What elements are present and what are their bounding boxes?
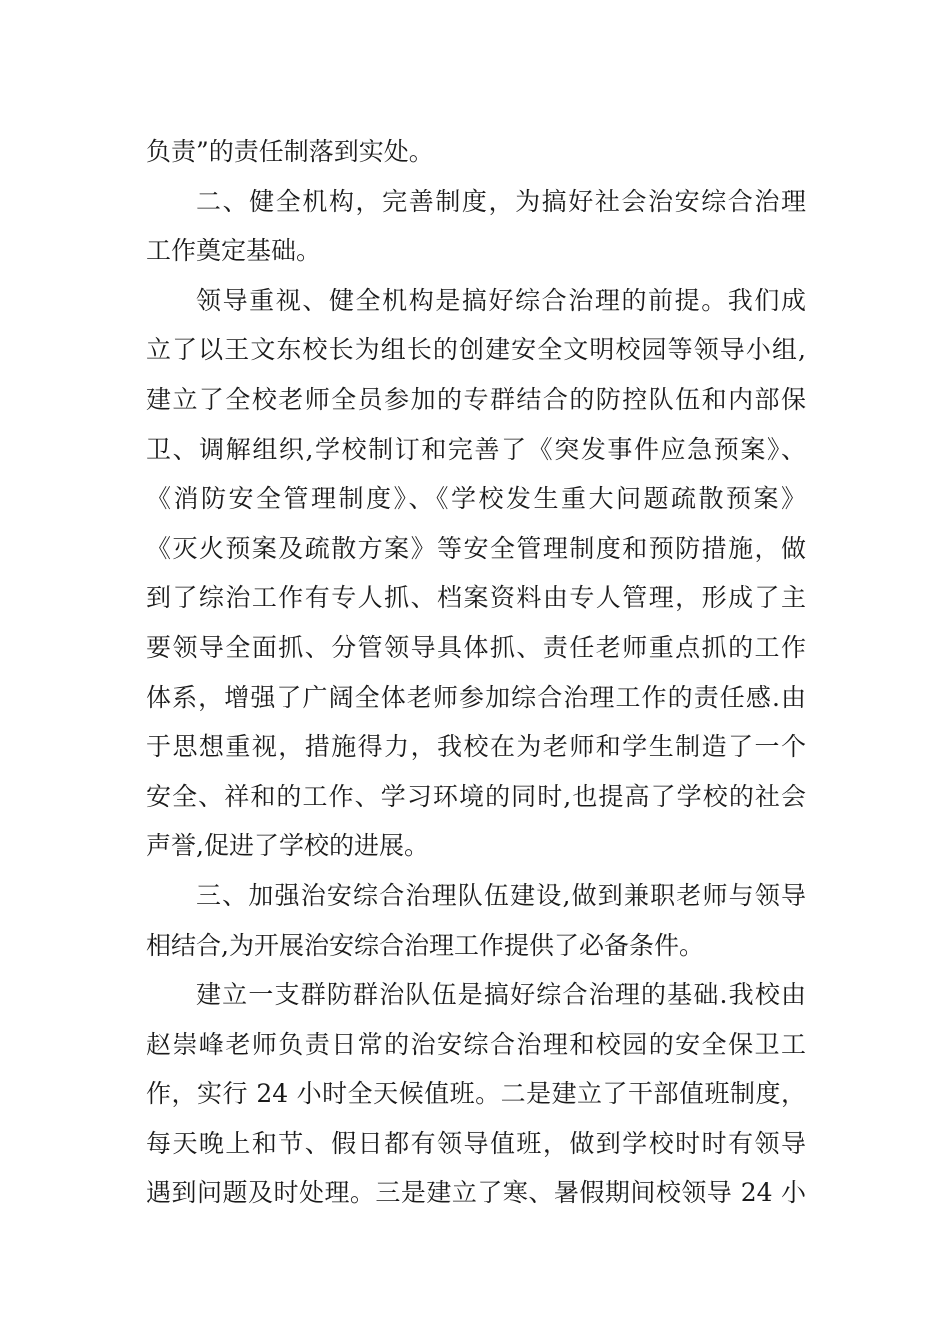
text-line: 声誉,促进了学校的进展。 — [146, 831, 429, 861]
text-line: 遇到问题及时处理。三是建立了寒、暑假期间校领导 24 小 — [146, 1178, 806, 1208]
text-line: 要领导全面抓、分管领导具体抓、责任老师重点抓的工作 — [146, 632, 806, 662]
text-line: 立了以王文东校长为组长的创建安全文明校园等领导小组, — [146, 335, 806, 365]
text-line: 作，实行 24 小时全天候值班。二是建立了干部值班制度， — [146, 1079, 806, 1109]
text-line: 于思想重视，措施得力，我校在为老师和学生制造了一个 — [146, 732, 806, 762]
text-line: 安全、祥和的工作、学习环境的同时,也提高了学校的社会 — [146, 781, 806, 811]
text-line: 体系，增强了广阔全体老师参加综合治理工作的责任感.由 — [146, 682, 806, 712]
text-line: 工作奠定基础。 — [146, 236, 322, 266]
text-line: 相结合,为开展治安综合治理工作提供了必备条件。 — [146, 930, 704, 960]
text-line: 建立一支群防群治队伍是搞好综合治理的基础.我校由 — [196, 980, 806, 1010]
text-line: 卫、调解组织,学校制订和完善了《突发事件应急预案》、 — [146, 434, 806, 464]
text-line: 《灭火预案及疏散方案》等安全管理制度和预防措施，做 — [146, 533, 806, 563]
text-line: 赵崇峰老师负责日常的治安综合治理和校园的安全保卫工 — [146, 1029, 806, 1059]
text-line: 每天晚上和节、假日都有领导值班，做到学校时时有领导 — [146, 1128, 806, 1158]
text-line: 建立了全校老师全员参加的专群结合的防控队伍和内部保 — [146, 384, 806, 414]
document-body — [146, 127, 806, 1218]
text-line: 二、健全机构，完善制度，为搞好社会治安综合治理 — [196, 186, 806, 216]
text-line: 三、加强治安综合治理队伍建设,做到兼职老师与领导 — [196, 880, 806, 910]
text-line: 《消防安全管理制度》、《学校发生重大问题疏散预案》 — [146, 484, 806, 514]
text-line: 到了综治工作有专人抓、档案资料由专人管理，形成了主 — [146, 583, 806, 613]
text-line: 领导重视、健全机构是搞好综合治理的前提。我们成 — [196, 285, 806, 315]
text-line: 负责”的责任制落到实处。 — [146, 137, 434, 166]
